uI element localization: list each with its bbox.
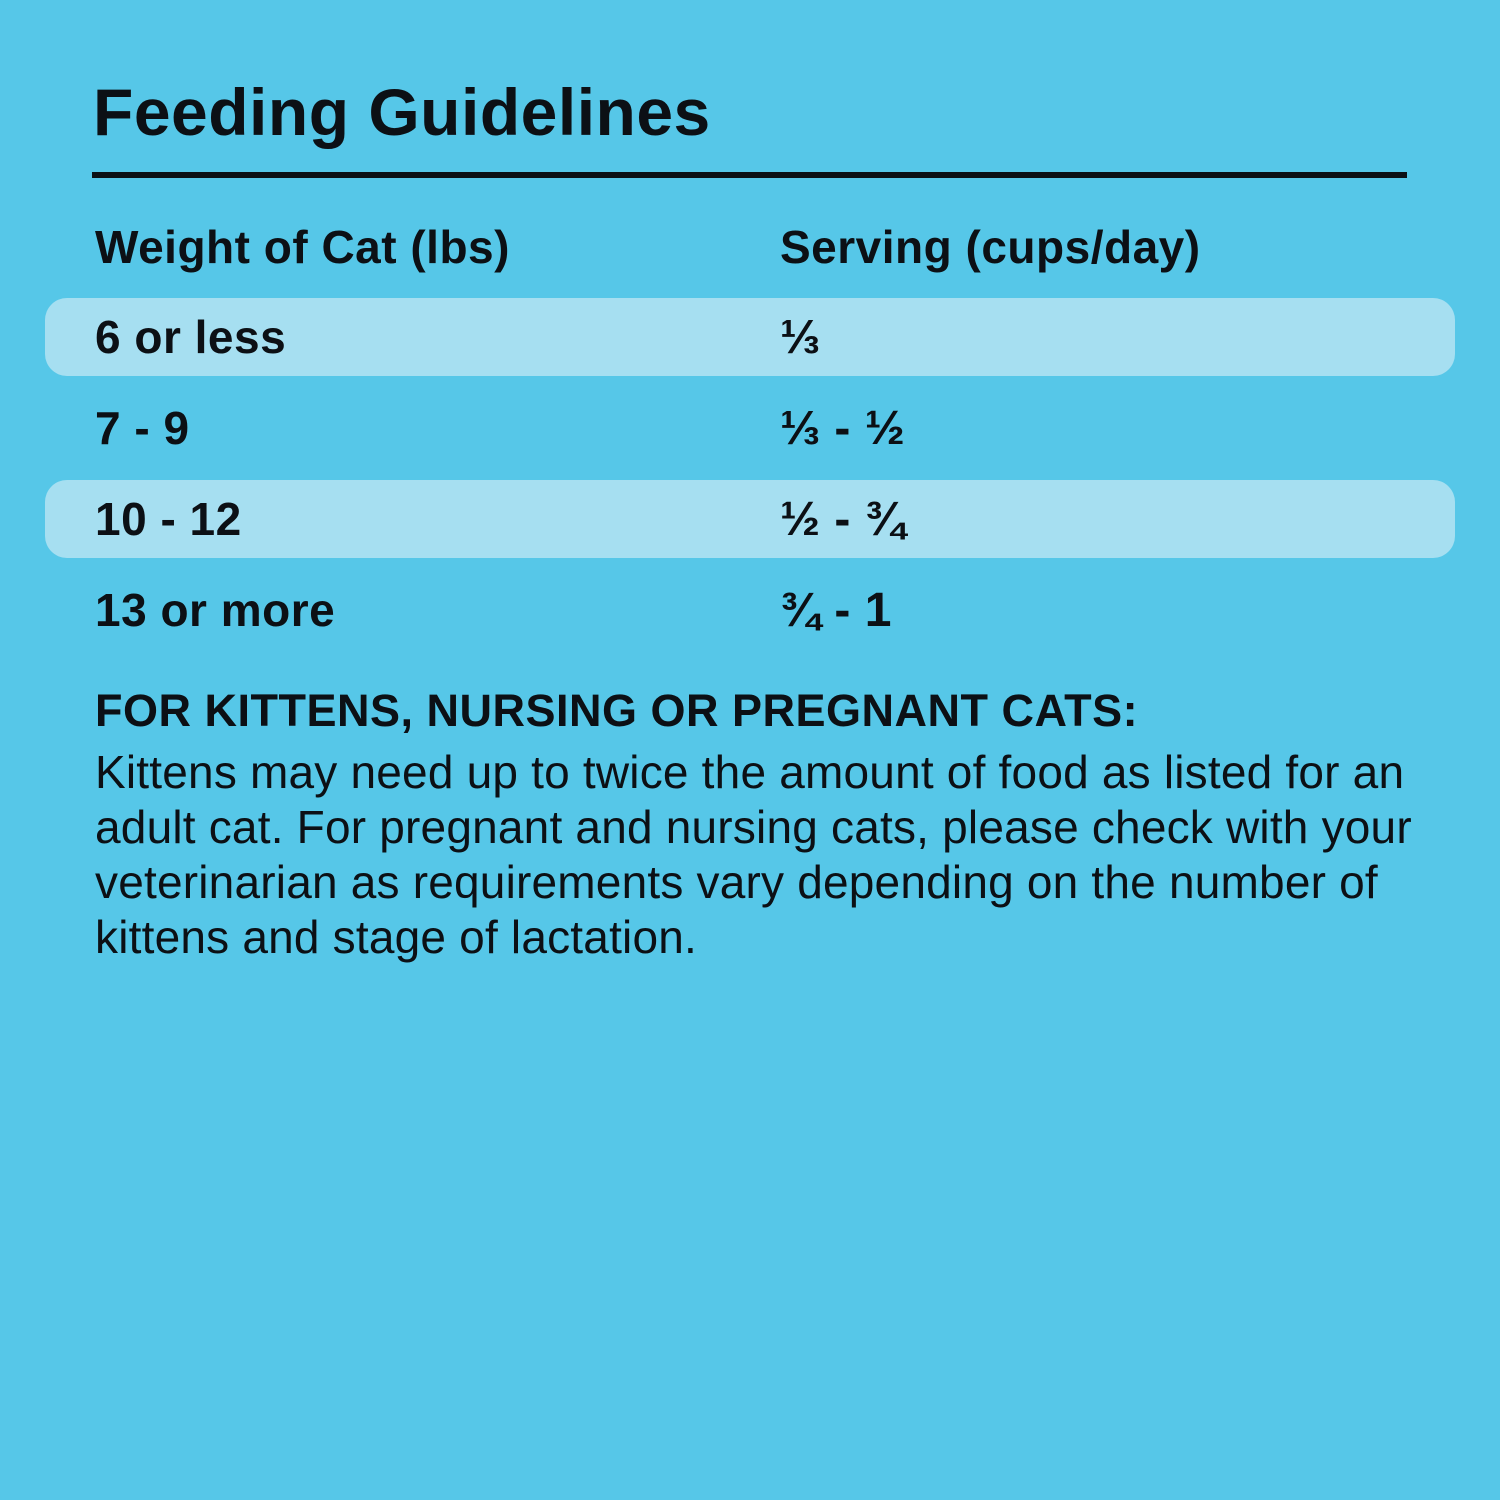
kittens-note-heading: FOR KITTENS, NURSING OR PREGNANT CATS: [95,685,1139,736]
serving-cell: ½ - ¾ [780,492,906,546]
serving-cell: ⅓ - ½ [780,401,906,455]
table-row [45,571,1455,649]
table-row [45,298,1455,376]
serving-cell: ⅓ [780,310,821,364]
table-header-row [45,208,1455,286]
column-header-weight: Weight of Cat (lbs) [95,221,510,273]
kittens-note [95,683,1445,965]
weight-cell: 13 or more [95,584,336,636]
weight-cell: 6 or less [95,311,287,363]
table-row [45,480,1455,558]
weight-cell: 10 - 12 [95,493,242,545]
kittens-note-body: Kittens may need up to twice the amount of food as listed for an adult cat. For pregnant and nursing cats, please check with your veterinarian as requirements vary depending on the number of kittens and stage of lactation. [95,746,1412,963]
page-title: Feeding Guidelines [93,75,711,149]
weight-cell: 7 - 9 [95,402,190,454]
column-header-serving: Serving (cups/day) [780,221,1201,273]
table-row [45,389,1455,467]
title-underline-divider [92,172,1407,178]
serving-cell: ¾ - 1 [780,583,892,637]
